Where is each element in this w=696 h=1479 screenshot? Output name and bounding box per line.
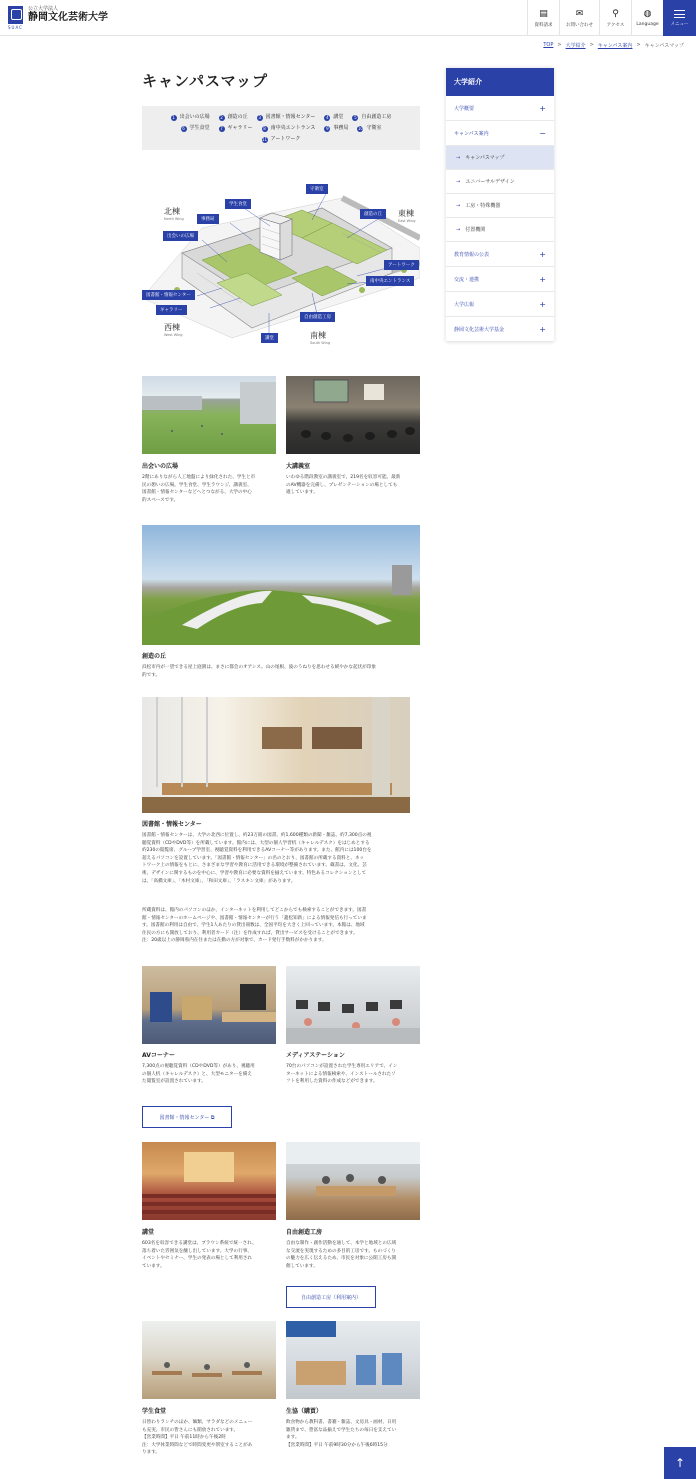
nav-contact[interactable] [559, 0, 599, 36]
legend-label: 事務局 [333, 125, 349, 131]
text-line: 浜松市内が一望できる屋上庭園は、まさに都会のオアシス。山の尾根、波のうねりを思わせる緩やかな起伏が印象 [142, 665, 376, 670]
map-tag-artwork[interactable]: アートワーク [384, 260, 419, 270]
text-line: の個人机（キャレルデスク）と、大型モニターを備え [142, 1071, 252, 1077]
text-line: 注：大学休業時間などで時間変更や閉室することがあ [142, 1442, 253, 1448]
nav-label: 資料請求 [534, 22, 553, 28]
section-text-av [142, 1063, 278, 1086]
breadcrumb-sep: > [636, 42, 641, 48]
coop-illustration [286, 1321, 420, 1399]
text-line: は、「高橋文庫」、「木村文庫」、「和田文庫」、「ラスキン文庫」があります。 [142, 878, 296, 884]
section-title-workshop: 自由創造工房 [286, 1229, 323, 1236]
section-title-media: メディアステーション [286, 1052, 345, 1059]
legend-label: 守衛室 [366, 125, 382, 131]
sidebar-item-label: 交流・連携 [454, 276, 480, 283]
photo-cafeteria [142, 1321, 276, 1399]
legend-item[interactable] [324, 112, 343, 123]
section-text-cafeteria [142, 1419, 278, 1457]
text-line: 【営業時間】平日 午前11時から午後2時 [142, 1435, 226, 1441]
photo-media-station [286, 966, 420, 1044]
cafeteria-illustration [142, 1321, 276, 1399]
plaza-illustration [142, 376, 276, 454]
nav-language[interactable] [631, 0, 663, 36]
photo-plaza [142, 376, 276, 454]
mail-icon: ✉ [575, 8, 584, 19]
section-text-library-2 [142, 907, 422, 945]
map-tag-gallery[interactable]: ギャラリー [156, 305, 187, 315]
wing-label-east [398, 208, 415, 223]
legend-item[interactable] [262, 134, 301, 145]
arrow-right-icon: → [456, 226, 461, 233]
map-tag-guard-room[interactable]: 守衛室 [306, 184, 328, 194]
legend-item[interactable] [262, 123, 316, 134]
text-line: 民の憩いの広場。学生食堂、学生ラウンジ、講義室、 [142, 482, 252, 488]
logo-mark-icon [8, 6, 23, 24]
arrow-right-icon: → [456, 202, 461, 209]
text-line: 【営業時間】平日 午前9時30分から午後6時15分 [286, 1442, 388, 1448]
library-link-button[interactable]: 図書館・情報センター ⧉ [142, 1106, 232, 1128]
sidebar-item-overview[interactable] [446, 96, 554, 121]
map-tag-plaza[interactable]: 出会いの広場 [163, 231, 198, 241]
number-badge: 6 [182, 126, 185, 131]
header-nav [527, 0, 696, 36]
text-line: 所蔵資料は、館内のパソコンのほか、インターネットを利用してどこからでも検索することができます。図書 [142, 908, 367, 913]
sidebar-item-label: 教育情報の公表 [454, 251, 490, 258]
map-pin-icon: ⚲ [612, 8, 619, 19]
legend-label: アートワーク [270, 136, 301, 142]
section-title-hill: 創造の丘 [142, 653, 167, 660]
sidebar-nav [446, 68, 554, 342]
legend-label: 南中央エントランス [270, 125, 316, 131]
logo-main-text: 静岡文化芸術大学 [28, 12, 108, 23]
legend-item[interactable] [219, 112, 248, 123]
text-line: 雑貨まで、豊富な品揃えで学生たちの毎日を支えてい [286, 1427, 397, 1433]
wing-label-west [164, 322, 183, 337]
text-line: 適しています。 [286, 490, 318, 496]
sidebar-sub-label: キャンパスマップ [465, 155, 505, 161]
minus-icon: − [539, 128, 546, 138]
section-text-coop [286, 1419, 422, 1449]
text-line: いわゆる階段教室の講義室で、219名を収容可能。最新 [286, 475, 401, 480]
wing-name-en: East Wing [398, 219, 416, 223]
document-icon: ▤ [539, 8, 548, 19]
map-legend [142, 106, 420, 150]
number-badge: 7 [220, 126, 223, 131]
text-line: 図書館・情報センターは、大学の北西に位置し、約23万冊の図書、約1,600種類の新聞・雑誌、約7,300点の視 [142, 833, 372, 838]
wing-name: 東棟 [398, 209, 414, 218]
lecture-illustration [286, 376, 420, 454]
legend-label: 学生食堂 [189, 125, 210, 131]
text-line: ターネットによる情報検索や、インストールされたソ [286, 1071, 396, 1077]
text-line: も充実。市民の皆さんにも開放されています。 [142, 1427, 239, 1433]
breadcrumb-about[interactable]: 大学紹介 [565, 43, 586, 49]
nav-label: アクセス [606, 22, 625, 28]
site-header [0, 0, 696, 36]
text-line: フトを利用した資料の作成などができます。 [286, 1079, 378, 1085]
wing-name: 北棟 [164, 207, 180, 216]
sidebar-sub-workshops[interactable] [446, 194, 554, 218]
sidebar-item-label: 静岡文化芸術大学基金 [454, 326, 505, 333]
section-text-workshop [286, 1240, 422, 1270]
sidebar-sub-campus-map[interactable] [446, 146, 554, 170]
sidebar-sub-label: 付置機関 [465, 227, 486, 233]
map-tag-cafeteria[interactable]: 学生食堂 [225, 199, 251, 209]
wing-name-en: South Wing [310, 341, 331, 345]
campus-map-illustration [142, 178, 420, 346]
map-tag-workshop[interactable]: 自由創造工房 [300, 312, 335, 322]
arrow-right-icon: → [456, 154, 461, 161]
breadcrumb-sep: > [557, 42, 562, 48]
text-line: 的です。 [142, 672, 161, 678]
sidebar-heading: 大学紹介 [446, 68, 554, 96]
photo-coop-store [286, 1321, 420, 1399]
text-line: 自由な制作・創作活動を通して、本学と地域との広域 [286, 1241, 397, 1246]
number-badge: 3 [258, 115, 261, 120]
text-line: トワーク上の情報をもとに、さまざまな学習や教育に活用できる環境が整備されています。蔵書は、文化、芸 [142, 863, 367, 869]
workshop-illustration [286, 1142, 420, 1220]
wing-label-north [164, 206, 184, 221]
photo-rooftop-hill [142, 525, 420, 645]
sidebar-item-exchange[interactable] [446, 267, 554, 292]
legend-item[interactable] [171, 112, 210, 123]
plus-icon: + [539, 324, 546, 334]
text-line: 術、デザインに関するものを中心に、学習や教育に必要な資料を揃えています。特色あるコレクションとして [142, 870, 367, 876]
text-line: の魅力を広く伝えるため、市民を対象に公開工房も開 [286, 1256, 397, 1262]
map-tag-entrance[interactable]: 南中央エントランス [366, 276, 414, 286]
nav-access[interactable] [599, 0, 631, 36]
nav-label: Language [636, 22, 659, 27]
text-line: た閲覧室が設置されています。 [142, 1079, 206, 1085]
text-line: のAV機器を完備し、プレゼンテーションの場としても [286, 482, 398, 488]
section-title-coop: 生協（購買） [286, 1408, 323, 1415]
sidebar-item-label: 大学概要 [454, 105, 475, 112]
sidebar-item-label: キャンパス案内 [454, 130, 489, 137]
plus-icon: + [539, 274, 546, 284]
text-line: な交流を実現するための多目的工房です。ものづくり [286, 1248, 396, 1254]
text-line: 図書館・情報センターなどへとつながる、大学の中心 [142, 490, 252, 496]
nav-label: お問い合わせ [566, 22, 593, 28]
arrow-up-icon: ↑ [674, 1456, 686, 1470]
section-title-cafeteria: 学生食堂 [142, 1408, 167, 1415]
plus-icon: + [539, 103, 546, 113]
number-badge: 10 [357, 126, 363, 131]
photo-lecture-hall [286, 376, 420, 454]
text-line: 落ち着いた雰囲気を醸し出しています。大学の行事、 [142, 1248, 252, 1254]
text-line: 注：20歳以上の静岡県内在住または在勤の方が対象で、カード発行手数料がかかります。 [142, 938, 327, 944]
map-tag-office[interactable]: 事務局 [197, 214, 219, 224]
text-line: 7,300点の視聴覚資料（CDやDVD等）があり、視聴用 [142, 1064, 255, 1069]
legend-item[interactable] [257, 112, 316, 123]
sidebar-sub-universal-design[interactable] [446, 170, 554, 194]
site-logo[interactable] [8, 6, 108, 24]
wing-name-en: West Wing [164, 333, 183, 337]
legend-label: ギャラリー [227, 125, 253, 131]
text-line: 館・情報センターのホームページや、図書館・情報センターが行う「蓋松知新」による情報発信も行っていま [142, 915, 367, 921]
wing-name: 西棟 [164, 323, 180, 332]
text-line: イベントやセミナー、学生の発表の場として利用され [142, 1256, 253, 1262]
legend-label: 講堂 [333, 114, 344, 120]
arrow-right-icon: → [456, 178, 461, 185]
hamburger-icon [674, 10, 685, 18]
legend-item[interactable] [181, 123, 210, 134]
photo-library [142, 697, 410, 813]
number-badge: 1 [172, 115, 175, 120]
section-title-library: 図書館・情報センター [142, 821, 202, 828]
nav-document-request[interactable] [527, 0, 559, 36]
globe-icon: ◍ [643, 9, 652, 19]
legend-label: 自由創造工房 [361, 114, 392, 120]
wing-name-en: North Wing [164, 217, 184, 221]
text-line: 603名を収容できる講堂は、ブラウン系統で統一され、 [142, 1241, 257, 1246]
wing-label-south [310, 330, 330, 345]
section-text-media [286, 1063, 422, 1086]
page-title: キャンパスマップ [142, 72, 269, 90]
av-illustration [142, 966, 276, 1044]
section-text-library-1 [142, 832, 422, 885]
breadcrumb-campus[interactable]: キャンパス案内 [597, 43, 633, 49]
text-line: す。図書館の利用は自由で、学生1人あたりの貸出冊数は、全国平均を大きく上回っています。本館は、地域 [142, 923, 365, 929]
text-line: 70台のパソコンが設置された学生専用エリアで、イン [286, 1064, 398, 1069]
legend-item[interactable] [357, 123, 381, 134]
legend-label: 創造の丘 [227, 114, 248, 120]
breadcrumb [543, 42, 684, 49]
text-line: 的スペースです。 [142, 497, 179, 503]
number-badge: 4 [326, 115, 329, 120]
legend-label: 図書館・情報センター [265, 114, 316, 120]
section-title-lecture: 大講義室 [286, 463, 311, 470]
sidebar-sub-affiliated[interactable] [446, 218, 554, 242]
section-title-plaza: 出会いの広場 [142, 463, 179, 470]
photo-auditorium [142, 1142, 276, 1220]
sidebar-item-pr[interactable] [446, 292, 554, 317]
sidebar-item-fund[interactable] [446, 317, 554, 342]
sidebar-sub-label: 工房・特殊機器 [465, 203, 501, 209]
breadcrumb-sep: > [589, 42, 594, 48]
number-badge: 11 [262, 137, 268, 142]
text-line: 2階にありながら人工地盤により緑化された、学生と市 [142, 475, 256, 480]
menu-label: メニュー [670, 21, 689, 27]
breadcrumb-current: キャンパスマップ [644, 43, 684, 49]
sidebar-item-label: 大学広報 [454, 301, 475, 308]
section-title-av: AVコーナー [142, 1052, 175, 1059]
text-line: 日替わりランチのほか、麺類、サラダなどのメニュー [142, 1420, 253, 1425]
sidebar-sub-label: ユニバーサルデザイン [465, 179, 515, 185]
logo-small-text: 公立大学法人 [28, 6, 59, 12]
logo-en-text: SUAC [8, 25, 23, 30]
number-badge: 8 [263, 126, 266, 131]
number-badge: 9 [326, 126, 329, 131]
text-line: ます。 [286, 1435, 300, 1441]
hill-illustration [142, 525, 420, 645]
media-illustration [286, 966, 420, 1044]
section-text-hill [142, 664, 422, 679]
breadcrumb-top[interactable]: TOP [543, 42, 554, 48]
map-tag-library[interactable]: 図書館・情報センター [142, 290, 195, 300]
legend-item[interactable] [324, 123, 348, 134]
sidebar-item-campus-guide[interactable] [446, 121, 554, 146]
section-text-lecture [286, 474, 422, 497]
section-title-hall: 講堂 [142, 1229, 155, 1236]
text-line: 約230の閲覧席、グループ学習室、視聴覚資料を利用できるAVコーナー等があります。また、館内には100台を [142, 848, 372, 854]
section-text-hall [142, 1240, 278, 1270]
number-badge: 5 [354, 115, 357, 120]
text-line: ています。 [142, 1263, 165, 1269]
text-line: 飲食物から教科書、書籍・雑誌、文房具・画材、日用 [286, 1420, 397, 1425]
legend-item[interactable] [219, 123, 253, 134]
menu-button[interactable] [663, 0, 696, 36]
number-badge: 2 [220, 115, 223, 120]
text-line: 超えるパソコンを設置しています。「図書館・情報センター」の名のとおり、図書館の所蔵する資料と、ネッ [142, 855, 365, 861]
plus-icon: + [539, 249, 546, 259]
library-illustration [142, 697, 410, 813]
legend-item[interactable] [352, 112, 391, 123]
section-text-plaza [142, 474, 276, 504]
map-tag-hall[interactable]: 講堂 [261, 333, 278, 343]
text-line: 住民の方にも開放しており、利用者カード（注）を作成すれば、貸出サービスを受けることができます。 [142, 930, 358, 936]
text-line: ります。 [142, 1450, 161, 1456]
text-line: 聴覚資料（CDやDVD等）を所蔵しています。館内には、大型の個人学習机（キャレルデスク）をはじめとする [142, 840, 370, 846]
map-tag-hill[interactable]: 創造の丘 [360, 209, 386, 219]
page-top-button[interactable] [664, 1447, 696, 1479]
campus-map [142, 178, 420, 346]
plus-icon: + [539, 299, 546, 309]
workshop-link-button[interactable]: 自由創造工房（利用案内） [286, 1286, 376, 1308]
photo-workshop [286, 1142, 420, 1220]
photo-av-corner [142, 966, 276, 1044]
wing-name: 南棟 [310, 331, 326, 340]
sidebar-item-education-info[interactable] [446, 242, 554, 267]
auditorium-illustration [142, 1142, 276, 1220]
text-line: 催しています。 [286, 1263, 318, 1269]
legend-label: 出会いの広場 [179, 114, 210, 120]
